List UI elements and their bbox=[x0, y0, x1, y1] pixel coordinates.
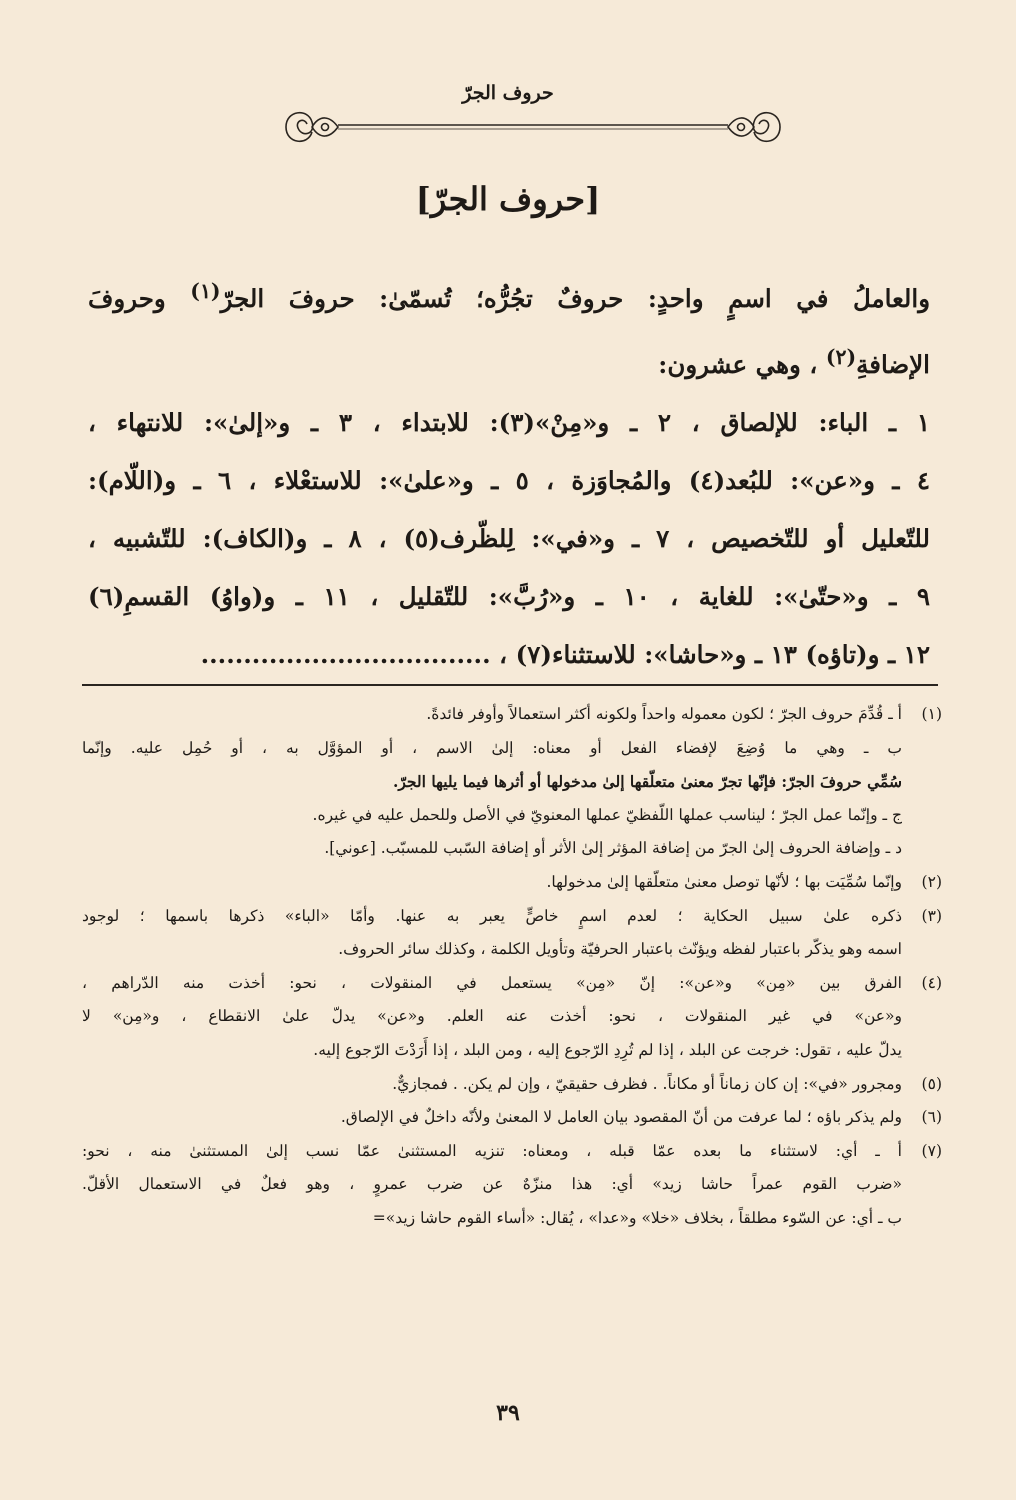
footnote-para: اسمه وهو يذكّر باعتبار لفظه ويؤنّث باعتبار الحرفيّة وتأويل الكلمة ، وكذلك سائر الحروف. bbox=[338, 940, 902, 959]
footnote-body bbox=[82, 900, 902, 967]
list-last-text: ١٢ ـ و(تاؤه) ١٣ ـ و«حاشا»: للاستثناء(٧) ، bbox=[499, 640, 930, 670]
header-ornament bbox=[282, 104, 784, 148]
list-last-line bbox=[88, 626, 930, 684]
footnote-body bbox=[82, 1068, 902, 1102]
list-dots: .................................. bbox=[200, 640, 491, 670]
main-text bbox=[88, 262, 930, 684]
intro-line-end: وحروفَ bbox=[88, 284, 166, 314]
footnote-para: أ ـ قُدِّمَ حروف الجرّ ؛ لكون معموله واحداً ولكونه أكثر استعمالاً وأوفر فائدةً. bbox=[426, 705, 902, 723]
running-title: حروف الجرّ bbox=[462, 82, 554, 104]
intro-phrase: تُسمّىٰ: حروفَ الجرّ bbox=[220, 284, 452, 314]
footnote-body bbox=[82, 1101, 902, 1135]
footnote-para: ب ـ أي: عن السّوء مطلقاً ، بخلاف «خلا» و«عدا» ، يُقال: «أساء القوم حاشا زيد»= bbox=[372, 1208, 902, 1227]
intro-line-2-end: ، وهي عشرون: bbox=[658, 350, 818, 380]
footnote-number: (٥) bbox=[921, 1074, 942, 1093]
footnote-5 bbox=[82, 1068, 942, 1102]
footnote-2 bbox=[82, 866, 942, 900]
footnote-para: و«عن» في غير المنقولات ، نحو: أخذت عنه العلم. و«عن» يدلّ علىٰ الانقطاع ، و«مِن» لا bbox=[82, 1007, 902, 1026]
list-line: ٤ ـ و«عن»: للبُعد(٤) والمُجاوَزة ، ٥ ـ و«علىٰ»: للاستعْلاء ، ٦ ـ و(اللّام): bbox=[88, 466, 930, 496]
footnote-6 bbox=[82, 1101, 942, 1135]
footnote-number: (٦) bbox=[921, 1108, 942, 1127]
intro-line-1 bbox=[88, 262, 930, 328]
intro-bold-phrase: والعاملُ في اسمٍ واحدٍ: حروفٌ تجُرُّه؛ bbox=[476, 284, 931, 314]
footnote-ref-2: (٢) bbox=[825, 345, 857, 370]
footnote-number: (٧) bbox=[921, 1141, 942, 1160]
footnote-number: (٣) bbox=[921, 906, 942, 925]
footnote-para: الفرق بين «مِن» و«عن»: إنّ «مِن» يستعمل في المنقولات ، نحو: أخذت منه الدّراهم ، bbox=[82, 973, 902, 992]
footnote-para: أ ـ أي: لاستثناء ما بعده عمّا قبله ، ومعناه: تنزيه المستثنىٰ عمّا نسب إلىٰ المستثنىٰ منه ، نحو: bbox=[82, 1141, 902, 1160]
footnote-para: ومجرور «في»: إن كان زماناً أو مكاناً. . فظرف حقيقيّ ، وإن لم يكن. . فمجازيٌّ. bbox=[392, 1074, 902, 1093]
footnote-body bbox=[82, 967, 902, 1068]
footnote-number: (١) bbox=[921, 705, 942, 723]
footnote-para: ذكره علىٰ سبيل الحكاية ؛ لعدم اسمٍ خاصٍّ يعبر به عنها. وأمّا «الباء» ذكرها باسمها ؛ لوجود bbox=[82, 906, 902, 925]
list-line: ١ ـ الباء: للإلصاق ، ٢ ـ و«مِنْ»(٣): للابتداء ، ٣ ـ و«إلىٰ»: للانتهاء ، bbox=[88, 408, 930, 438]
footnote-3 bbox=[82, 900, 942, 967]
footnote-para: سُمِّي حروفَ الجرّ: فإنّها تجرّ معنىٰ متعلّقها إلىٰ مدخولها أو أثرها فيما يليها الجرّ. bbox=[392, 772, 902, 792]
footnote-number: (٤) bbox=[921, 973, 942, 992]
list-line: ٩ ـ و«حتّىٰ»: للغاية ، ١٠ ـ و«رُبَّ»: للتّقليل ، ١١ ـ و(واوُ) القسمِ(٦) bbox=[88, 582, 931, 612]
section-title: [حروف الجرّ] bbox=[415, 180, 601, 218]
footnote-body bbox=[82, 1135, 902, 1236]
footnote-para: يدلّ عليه ، تقول: خرجت عن البلد ، إذا لم تُرِدِ الرّجوع إليه ، ومن البلد ، إذا أَرَدْتَ الرّجوع إليه. bbox=[313, 1040, 902, 1059]
footnotes bbox=[82, 698, 942, 1236]
footnote-para: ب ـ وهي ما وُضِعَ لإفضاء الفعل أو معناه: إلىٰ الاسم ، أو المؤوَّل به ، أو حُمِل عليه. وإنّما bbox=[82, 738, 902, 757]
footnote-7 bbox=[82, 1135, 942, 1236]
footnote-divider bbox=[82, 684, 938, 686]
footnote-para: ولم يذكر باؤه ؛ لما عرفت من أنّ المقصود بيان العامل لا المعنىٰ ولأنّه داخلٌ في الإلصاق. bbox=[340, 1108, 902, 1127]
footnote-number: (٢) bbox=[921, 872, 942, 891]
footnote-ref-1: (١) bbox=[190, 279, 221, 303]
footnote-1 bbox=[82, 698, 942, 866]
footnote-para: «ضرب القوم عمراً حاشا زيد» أي: هذا منزّهٌ عن ضرب عمروٍ ، وهو فعلٌ في الاستعمال الأقلّ. bbox=[82, 1175, 902, 1194]
footnote-4 bbox=[82, 967, 942, 1068]
footnote-para: د ـ وإضافة الحروف إلىٰ الجرّ من إضافة المؤثر إلىٰ الأثر أو إضافة السّبب للمسبّب. [عوني]. bbox=[324, 839, 902, 858]
footnote-para: وإنّما سُمِّيَت بها ؛ لأنّها توصل معنىٰ متعلّقها إلىٰ مدخولها. bbox=[546, 872, 902, 891]
page-number: ٣٩ bbox=[496, 1400, 520, 1426]
footnote-body bbox=[82, 866, 902, 900]
intro-line-2 bbox=[88, 328, 930, 394]
list-line: للتّعليل أو للتّخصيص ، ٧ ـ و«في»: لِلظّرف(٥) ، ٨ ـ و(الكاف): للتّشبيه ، bbox=[88, 524, 930, 554]
intro-line-2-start: الإضافةِ bbox=[856, 350, 930, 380]
footnote-para: ج ـ وإنّما عمل الجرّ ؛ ليناسب عملها اللّفظيّ عملها المعنويّ في الأصل وللحمل عليه في غيره. bbox=[312, 805, 902, 824]
footnote-body bbox=[82, 698, 902, 866]
